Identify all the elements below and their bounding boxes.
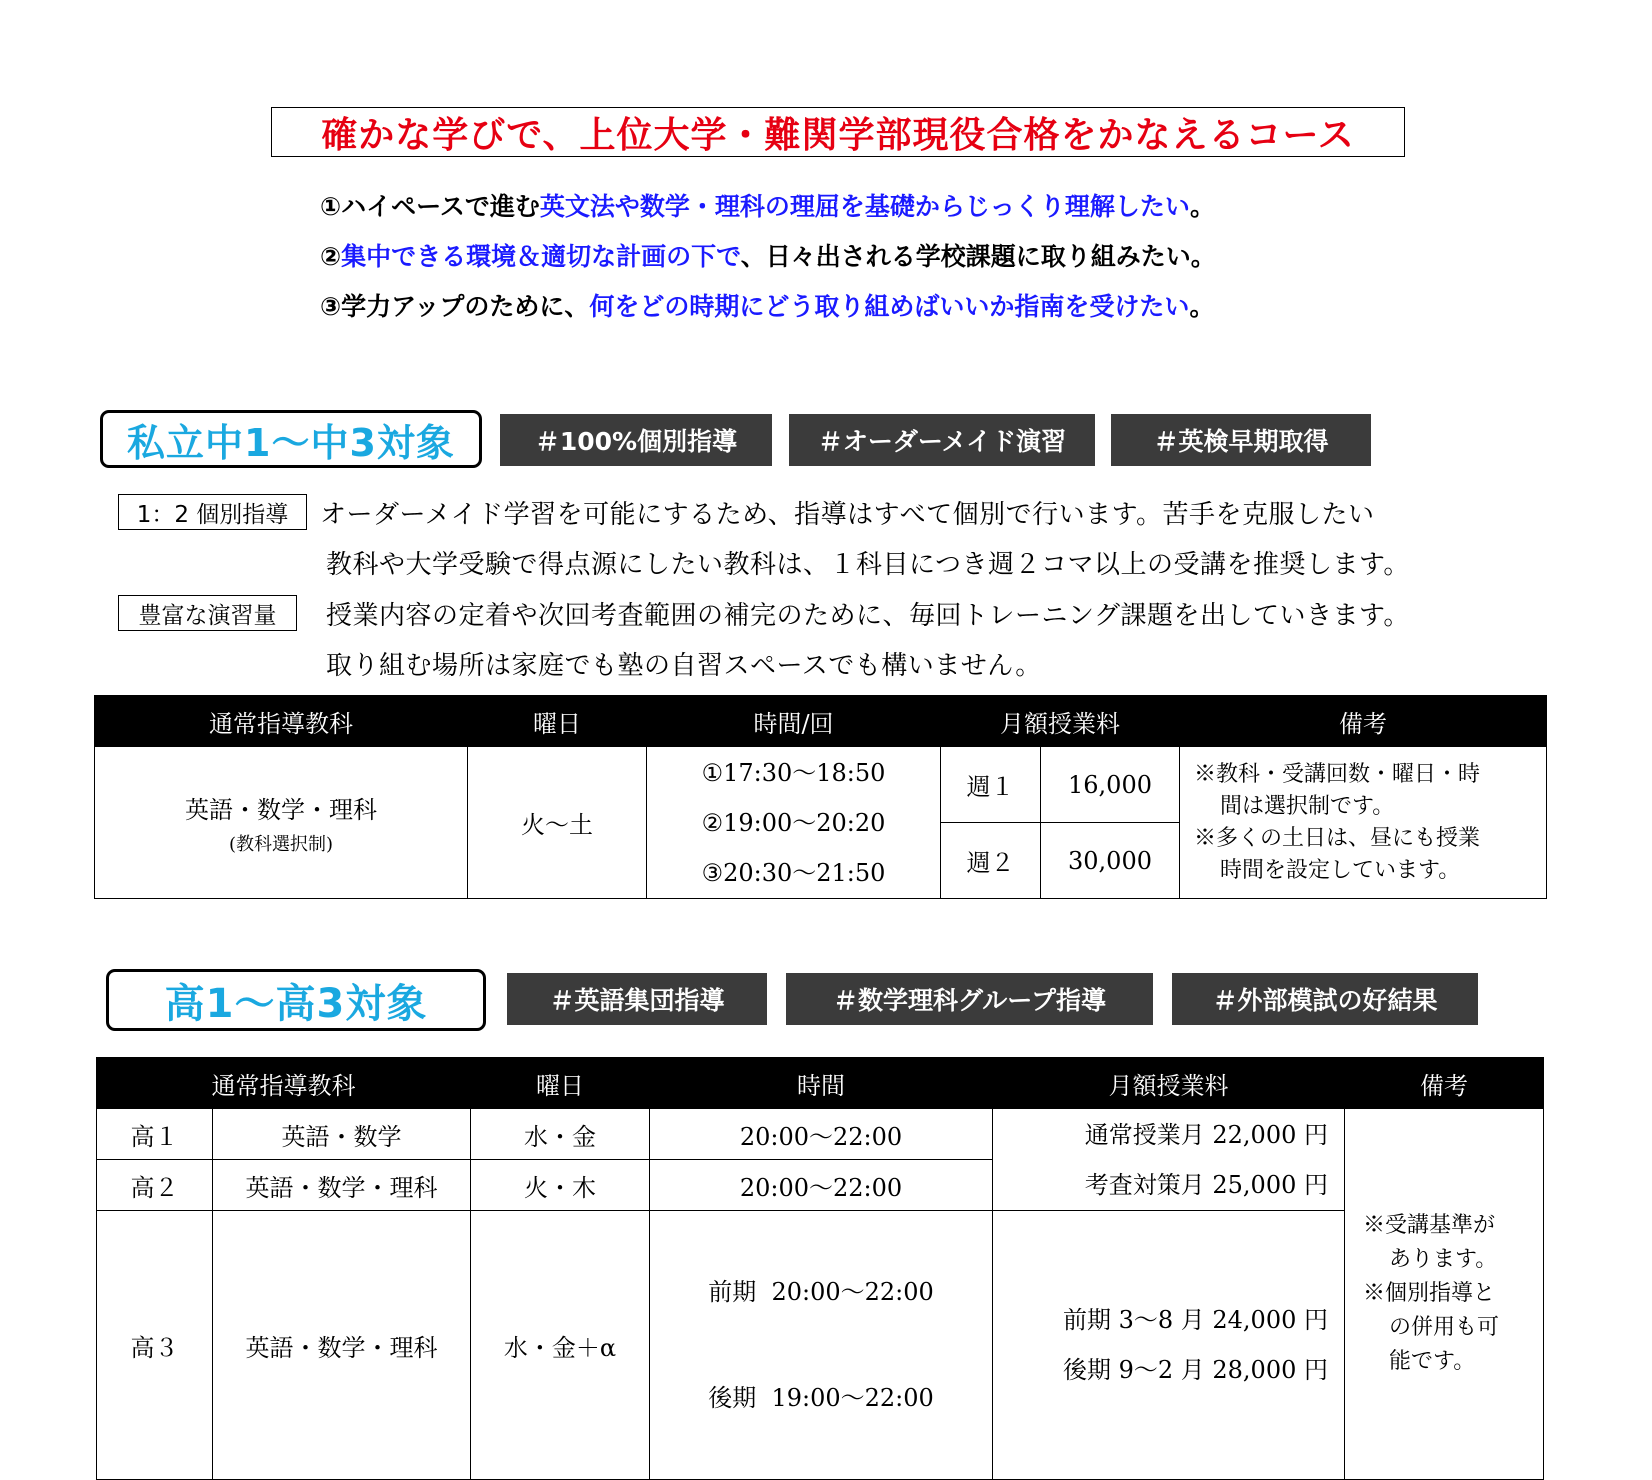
column-header: 月額授業料	[993, 1058, 1345, 1109]
days-cell: 水・金＋α	[471, 1211, 650, 1480]
goals-list	[320, 188, 1420, 338]
middle-fee-table	[94, 695, 1547, 899]
grade-cell: 高１	[97, 1109, 213, 1160]
goal-text: ③学力アップのために、	[320, 292, 590, 321]
note-line: 時間を設定しています。	[1220, 857, 1461, 883]
subjects-text: 英語・数学・理科	[185, 795, 377, 824]
subjects-cell	[95, 747, 468, 899]
goal-text: 。	[1189, 192, 1215, 221]
goal-text: 。	[1189, 292, 1215, 321]
goal-item	[320, 288, 1420, 338]
goal-item	[320, 188, 1420, 238]
middle-tag: ＃100%個別指導	[500, 414, 772, 466]
note-line: あります。	[1389, 1247, 1498, 1272]
fee-cell	[993, 1211, 1345, 1480]
high-section-label: 高1～高3対象	[106, 969, 486, 1031]
grade-cell: 高２	[97, 1160, 213, 1211]
feature-text: オーダーメイド学習を可能にするため、指導はすべて個別で行います。苦手を克服したい	[320, 500, 1375, 530]
note-line: 間は選択制です。	[1220, 793, 1395, 819]
time-cell: 20:00～22:00	[650, 1109, 993, 1160]
goal-item	[320, 238, 1420, 288]
feature-text: 教科や大学受験で得点源にしたい教科は、１科目につき週２コマ以上の受講を推奨します。	[326, 550, 1410, 580]
subjects-cell: 英語・数学	[213, 1109, 471, 1160]
high-fee-table	[96, 1057, 1544, 1480]
fee-label: 週１	[941, 747, 1041, 823]
high-tag: ＃外部模試の好結果	[1172, 973, 1478, 1025]
grade-cell: 高３	[97, 1211, 213, 1480]
note-line: ※多くの土日は、昼にも授業	[1194, 825, 1481, 851]
column-header: 時間	[650, 1058, 993, 1109]
note-line: ※個別指導と	[1363, 1281, 1496, 1306]
time-cell	[650, 1211, 993, 1480]
column-header: 通常指導教科	[95, 696, 468, 747]
note-line: の併用も可	[1389, 1315, 1500, 1340]
fee-amount: 16,000	[1041, 747, 1180, 823]
middle-tag: ＃英検早期取得	[1111, 414, 1371, 466]
time-cell: 20:00～22:00	[650, 1160, 993, 1211]
days-cell: 火・木	[471, 1160, 650, 1211]
table-row	[95, 747, 1547, 823]
table-row	[97, 1211, 1544, 1480]
goal-text: ②	[320, 242, 342, 271]
page-title: 確かな学びで、上位大学・難関学部現役合格をかなえるコース	[271, 107, 1405, 157]
time-slot: ③20:30～21:50	[701, 858, 886, 887]
subjects-cell: 英語・数学・理科	[213, 1160, 471, 1211]
column-header: 時間/回	[647, 696, 941, 747]
time-slot: 前期 20:00～22:00	[708, 1278, 934, 1306]
fee-amount: 30,000	[1041, 823, 1180, 899]
table-row	[97, 1109, 1544, 1160]
note-line: ※教科・受講回数・曜日・時	[1194, 761, 1481, 787]
high-tag: ＃数学理科グループ指導	[786, 973, 1153, 1025]
goal-text: 、日々出される学校課題に取り組みたい。	[740, 242, 1216, 271]
days-cell: 水・金	[471, 1109, 650, 1160]
middle-section-label: 私立中1～中3対象	[100, 410, 482, 468]
fee-label: 週２	[941, 823, 1041, 899]
subjects-cell: 英語・数学・理科	[213, 1211, 471, 1480]
column-header: 曜日	[468, 696, 647, 747]
middle-tag: ＃オーダーメイド演習	[789, 414, 1095, 466]
feature-text: 取り組む場所は家庭でも塾の自習スペースでも構いません。	[326, 651, 1042, 681]
goal-highlight: 何をどの時期にどう取り組めばいいか指南を受けたい	[589, 292, 1190, 321]
fee-line: 後期 9～2 月 28,000 円	[1062, 1356, 1328, 1384]
goal-text: ①ハイペースで進む	[320, 192, 540, 221]
fee-line: 考査対策月 25,000 円	[1084, 1170, 1328, 1199]
feature-label: 豊富な演習量	[118, 595, 297, 631]
column-header: 月額授業料	[941, 696, 1180, 747]
notes-cell	[1345, 1109, 1544, 1480]
fee-line: 通常授業月 22,000 円	[1084, 1120, 1328, 1149]
column-header: 曜日	[471, 1058, 650, 1109]
column-header: 通常指導教科	[97, 1058, 471, 1109]
note-line: 能です。	[1389, 1349, 1476, 1374]
days-cell: 火～土	[468, 747, 647, 899]
feature-label: 1：2 個別指導	[118, 494, 307, 530]
fee-line: 前期 3～8 月 24,000 円	[1062, 1306, 1328, 1334]
column-header: 備考	[1345, 1058, 1544, 1109]
time-slot: 後期 19:00～22:00	[708, 1384, 934, 1412]
note-line: ※受講基準が	[1363, 1213, 1496, 1238]
subjects-note: (教科選択制)	[228, 833, 334, 855]
goal-highlight: 英文法や数学・理科の理屈を基礎からじっくり理解したい	[539, 192, 1190, 221]
notes-cell	[1180, 747, 1547, 899]
table-header-row	[97, 1058, 1544, 1109]
table-header-row	[95, 696, 1547, 747]
time-slot: ②19:00～20:20	[701, 808, 886, 837]
time-slot: ①17:30～18:50	[701, 758, 886, 787]
feature-text: 授業内容の定着や次回考査範囲の補完のために、毎回トレーニング課題を出していきます。	[326, 601, 1410, 631]
times-cell	[647, 747, 941, 899]
high-tag: ＃英語集団指導	[507, 973, 767, 1025]
column-header: 備考	[1180, 696, 1547, 747]
goal-highlight: 集中できる環境＆適切な計画の下で	[341, 242, 741, 271]
fee-cell	[993, 1109, 1345, 1211]
